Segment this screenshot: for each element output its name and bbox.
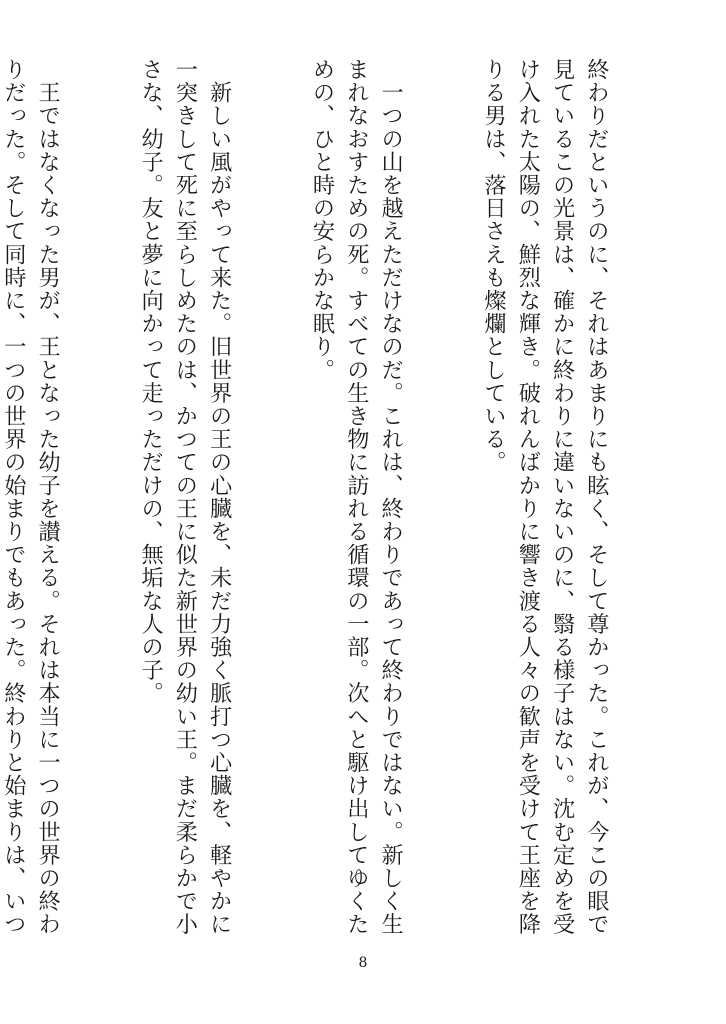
paragraph-1: 終わりだというのに、それはあまりにも眩く、そして尊かった。これが、今この眼で見ているこの光景は、確かに終わりに違いないのに、翳る様子はない。沈む定めを受け入れた太陽の、鮮烈な輝き。破れんばかりに響き渡る人々の歓声を受けて王座を降りる男は、落日さえも燦爛としている。 [480,58,610,936]
vertical-text-body [0,58,682,938]
page-number: 8 [358,955,368,971]
paragraph-4: 王ではなくなった男が、王となった幼子を讃える。それは本当に一つの世界の終わりだった。そして同時に、一つの世界の始まりでもあった。終わりと始まりは、いつ [0,58,61,936]
paragraph-2: 一つの山を越えただけなのだ。これは、終わりであって終わりではない。新しく生まれなおすための死。すべての生き物に訪れる循環の一部。次へと駆け出してゆくための、ひと時の安らかな眠り。 [309,58,404,936]
paragraph-3: 新しい風がやって来た。旧世界の王の心臓を、未だ力強く脈打つ心臓を、軽やかに一突きして死に至らしめたのは、かつての王に似た新世界の幼い王。まだ柔らかで小さな、幼子。友と夢に向かって走っただけの、無垢な人の子。 [137,58,233,936]
